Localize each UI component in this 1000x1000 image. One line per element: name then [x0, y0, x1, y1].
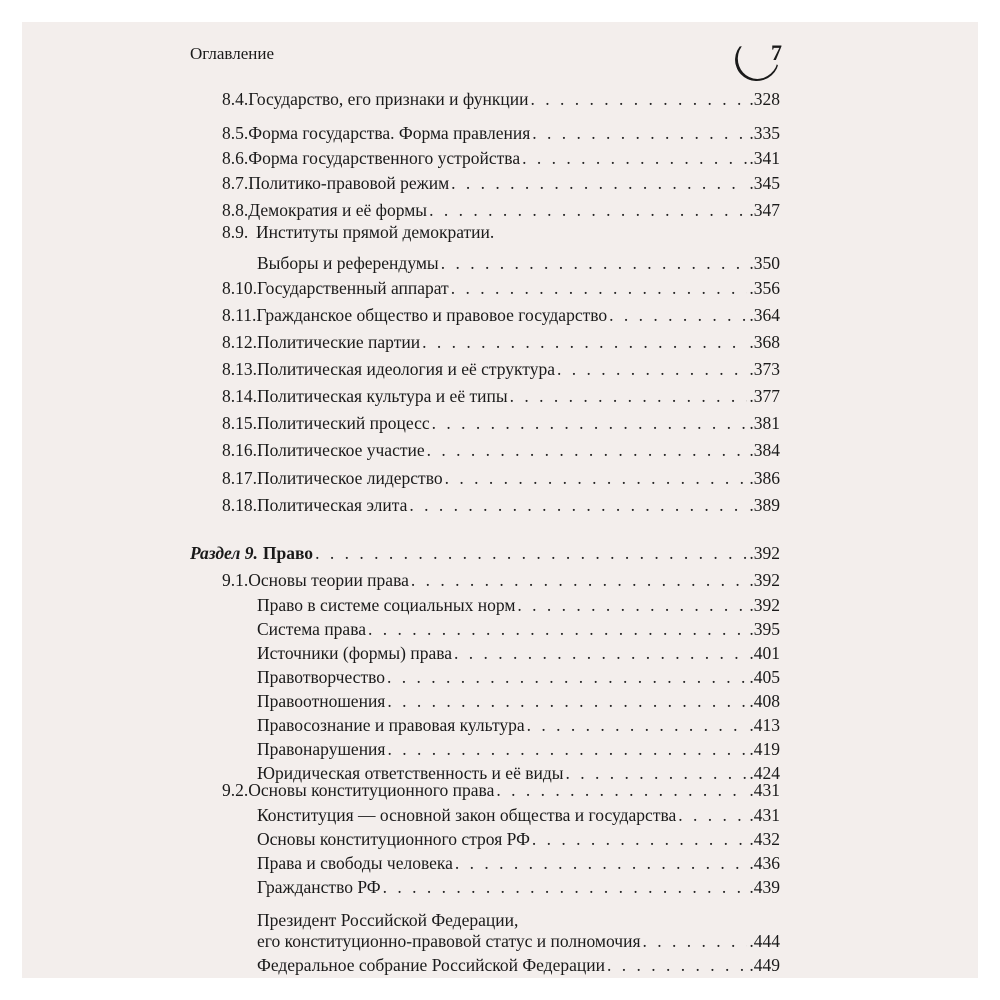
toc-entry-page: .389 — [749, 495, 780, 515]
toc-entry-page: .345 — [749, 173, 780, 193]
leader-dots — [678, 804, 747, 826]
toc-entry-number: 8.9. — [222, 222, 249, 242]
leader-dots — [532, 122, 747, 144]
leader-dots — [532, 828, 747, 850]
toc-entry-title: Политическое участие — [257, 440, 425, 460]
toc-entry-number: 8.8. — [222, 200, 249, 220]
toc-entry-page: .350 — [749, 253, 780, 273]
toc-entry-page: .364 — [749, 305, 780, 325]
leader-dots — [527, 714, 748, 736]
toc-entry-title: Демократия и её формы — [248, 200, 428, 220]
leader-dots — [427, 439, 748, 461]
toc-entry-title: Государственный аппарат — [257, 278, 449, 298]
toc-entry-number: 8.13. — [222, 359, 257, 379]
leader-dots — [422, 331, 747, 353]
toc-entry-number: 8.16. — [222, 440, 257, 460]
leader-dots — [451, 277, 748, 299]
toc-entry — [257, 710, 780, 736]
toc-entry-title: Политический процесс — [257, 413, 430, 433]
toc-entry-title: Права и свободы человека — [257, 853, 453, 873]
toc-entry-page: .439 — [749, 877, 780, 897]
leader-dots — [387, 690, 747, 712]
toc-entry-title: Правосознание и правовая культура — [257, 715, 525, 735]
toc-entry-title: Форма государства. Форма правления — [248, 123, 531, 143]
toc-entry-page: .384 — [749, 440, 780, 460]
toc-entry — [222, 84, 780, 110]
toc-entry — [222, 143, 780, 169]
toc-entry-page: .392 — [749, 595, 780, 615]
leader-dots — [432, 412, 748, 434]
section-label: Раздел 9. — [190, 543, 258, 563]
toc-entry-title: Гражданское общество и правовое государство — [256, 305, 608, 325]
toc-entry-page: .368 — [749, 332, 780, 352]
running-header-title: Оглавление — [190, 44, 274, 63]
toc-entry — [222, 221, 494, 243]
toc-entry-number: 8.18. — [222, 495, 257, 515]
toc-entry-title: Юридическая ответственность и её виды — [257, 763, 564, 783]
toc-entry — [222, 168, 780, 194]
toc-entry — [257, 662, 780, 688]
page-number: 7 — [771, 40, 782, 65]
toc-entry-title: Политические партии — [257, 332, 421, 352]
toc-entry-page: .395 — [749, 619, 780, 639]
toc-entry-title: Выборы и референдумы — [257, 253, 439, 273]
toc-entry-number: 8.6. — [222, 148, 249, 168]
toc-entry-page: .347 — [749, 200, 780, 220]
toc-entry — [257, 848, 780, 874]
section-heading — [190, 538, 780, 564]
toc-entry-title: Правонарушения — [257, 739, 386, 759]
leader-dots — [411, 569, 748, 591]
toc-entry-page: .432 — [749, 829, 780, 849]
toc-entry-page: .431 — [749, 780, 780, 800]
leader-dots — [530, 88, 747, 110]
toc-entry-page: .392 — [749, 570, 780, 590]
toc-entry-title: Институты прямой демократии. — [256, 222, 495, 242]
toc-entry-title: Система права — [257, 619, 366, 639]
toc-entry — [222, 195, 780, 221]
toc-entry-number: 8.4. — [222, 89, 249, 109]
leader-dots — [409, 494, 747, 516]
toc-entry-number: 8.10. — [222, 278, 257, 298]
toc-entry-page: .356 — [749, 278, 780, 298]
toc-entry — [222, 381, 780, 407]
toc-entry-page: .413 — [749, 715, 780, 735]
toc-entry — [222, 463, 780, 489]
leader-dots — [454, 642, 747, 664]
toc-entry-page: .405 — [749, 667, 780, 687]
toc-entry — [257, 248, 780, 274]
toc-entry-title: Форма государственного устройства — [248, 148, 521, 168]
toc-entry-title: Политическая элита — [257, 495, 408, 515]
leader-dots — [387, 666, 747, 688]
toc-entry — [257, 686, 780, 712]
toc-entry-title: Основы конституционного права — [248, 780, 495, 800]
toc-entry-number: 8.12. — [222, 332, 257, 352]
leader-dots — [455, 852, 747, 874]
leader-dots — [557, 358, 747, 380]
toc-entry-number: 8.15. — [222, 413, 257, 433]
toc-entry — [257, 926, 780, 952]
leader-dots — [387, 738, 747, 760]
toc-entry — [222, 408, 780, 434]
leader-dots — [496, 779, 747, 801]
toc-entry-number: 8.11. — [222, 305, 257, 325]
toc-entry-page: .419 — [749, 739, 780, 759]
toc-entry — [257, 614, 780, 640]
toc-entry — [257, 824, 780, 850]
toc-entry-number: 8.14. — [222, 386, 257, 406]
toc-entry-continuation: Президент Российской Федерации, — [257, 910, 519, 930]
leader-dots — [368, 618, 747, 640]
toc-entry — [222, 354, 780, 380]
leader-dots — [607, 954, 747, 976]
toc-entry-title: Политическая культура и её типы — [257, 386, 508, 406]
toc-entry-title: Основы теории права — [248, 570, 409, 590]
toc-entry-title: Государство, его признаки и функции — [248, 89, 529, 109]
toc-entry-page: .381 — [749, 413, 780, 433]
toc-entry-page: .373 — [749, 359, 780, 379]
toc-entry — [222, 565, 780, 591]
toc-entry-number: 9.1. — [222, 570, 249, 590]
toc-entry — [257, 872, 780, 898]
toc-entry — [222, 273, 780, 299]
toc-entry-title: Политико-правовой режим — [248, 173, 450, 193]
toc-entry-page: .401 — [749, 643, 780, 663]
toc-entry-title: Право в системе социальных норм — [257, 595, 516, 615]
toc-entry — [222, 300, 780, 326]
leader-dots — [383, 876, 748, 898]
toc-entry — [222, 490, 780, 516]
toc-entry-title: Гражданство РФ — [257, 877, 381, 897]
toc-entry-page: .408 — [749, 691, 780, 711]
toc-entry-page: .335 — [749, 123, 780, 143]
leader-dots — [609, 304, 747, 326]
toc-entry-title: Политическая идеология и её структура — [257, 359, 555, 379]
toc-entry-page: .424 — [749, 763, 780, 783]
toc-entry-title: Основы конституционного строя РФ — [257, 829, 530, 849]
toc-entry-page: .341 — [749, 148, 780, 168]
leader-dots — [315, 542, 747, 564]
leader-dots — [517, 594, 747, 616]
toc-entry — [222, 775, 780, 801]
toc-entry-page: .449 — [749, 955, 780, 975]
toc-entry-page: .436 — [749, 853, 780, 873]
toc-entry — [222, 435, 780, 461]
toc-entry — [222, 118, 780, 144]
toc-entry-title: Правоотношения — [257, 691, 386, 711]
leader-dots — [510, 385, 748, 407]
toc-entry — [257, 638, 780, 664]
leader-dots — [522, 147, 747, 169]
toc-entry-number: 8.17. — [222, 468, 257, 488]
leader-dots — [429, 199, 747, 221]
toc-entry — [257, 734, 780, 760]
leader-dots — [445, 467, 748, 489]
toc-entry-title: его конституционно-правовой статус и полномочия — [257, 931, 641, 951]
toc-entry-page: .328 — [749, 89, 780, 109]
toc-entry-number: 8.7. — [222, 173, 249, 193]
toc-entry — [257, 950, 780, 976]
toc-entry-page: .392 — [749, 543, 780, 563]
toc-entry-title: Источники (формы) права — [257, 643, 453, 663]
toc-entry-page: .444 — [749, 931, 780, 951]
toc-entry-page: .377 — [749, 386, 780, 406]
toc-entry — [257, 800, 780, 826]
toc-entry-page: .431 — [749, 805, 780, 825]
toc-entry-title: Федеральное собрание Российской Федерации — [257, 955, 605, 975]
toc-entry-page: .386 — [749, 468, 780, 488]
leader-dots — [441, 252, 748, 274]
toc-entry-number: 9.2. — [222, 780, 249, 800]
leader-dots — [643, 930, 748, 952]
toc-entry-title: Правотворчество — [257, 667, 385, 687]
toc-entry — [257, 590, 780, 616]
leader-dots — [451, 172, 747, 194]
toc-entry-title: Конституция — основной закон общества и государства — [257, 805, 677, 825]
toc-entry-title: Политическое лидерство — [257, 468, 443, 488]
toc-entry-number: 8.5. — [222, 123, 249, 143]
section-name: Право — [262, 543, 314, 563]
toc-entry — [222, 327, 780, 353]
